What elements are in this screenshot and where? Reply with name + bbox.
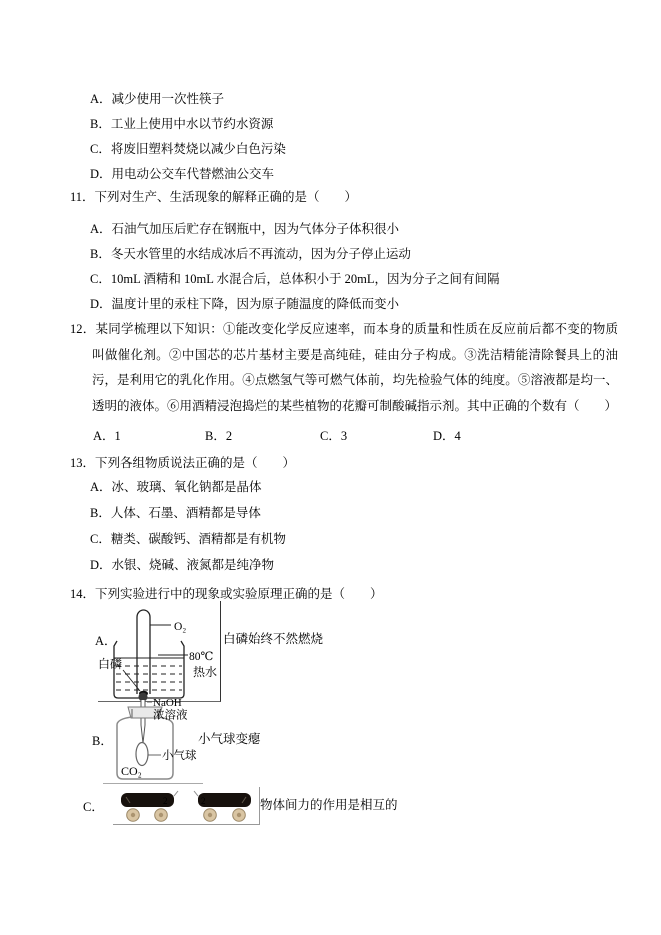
experiment-b-diagram xyxy=(103,691,203,783)
q14-option-c-label: C． xyxy=(83,800,104,814)
option-label: A． xyxy=(90,92,112,106)
q14-option-a-label: A． xyxy=(95,634,117,648)
q14-option-c-result: 物体间力的作用是相互的 xyxy=(260,798,398,812)
q14-stem: 14．下列实验进行中的现象或实验原理正确的是（ ） xyxy=(70,587,383,601)
q14-option-b-figure xyxy=(103,691,203,784)
q12-option-c xyxy=(320,428,347,444)
q13-option-b xyxy=(90,505,261,521)
magnet-car-left-icon xyxy=(121,791,178,821)
q14-option-c-figure xyxy=(113,787,260,825)
q12-option-a xyxy=(93,428,121,444)
option-label: D． xyxy=(433,429,455,443)
option-label: D． xyxy=(90,558,112,572)
option-label: A． xyxy=(90,480,112,494)
q14-option-b-result: 小气球变瘪 xyxy=(198,732,261,746)
q11-option-d xyxy=(90,296,399,312)
water-dashes xyxy=(116,666,182,690)
option-text: 4 xyxy=(454,429,461,443)
option-label: C． xyxy=(90,272,111,286)
dropper-icon xyxy=(141,700,145,743)
hot-water-label: 热水 xyxy=(193,665,218,679)
option-text: 冬天水管里的水结成冰后不再流动，因为分子停止运动 xyxy=(110,247,411,261)
option-label: C． xyxy=(320,429,341,443)
q13-stem: 13．下列各组物质说法正确的是（ ） xyxy=(70,456,296,470)
option-text: 用电动公交车代替燃油公交车 xyxy=(111,167,275,181)
q10-option-a xyxy=(90,91,224,107)
q11-option-c xyxy=(90,271,500,287)
q12-option-b xyxy=(205,428,232,444)
option-label: A． xyxy=(90,222,112,236)
experiment-a-diagram xyxy=(98,601,220,701)
q14-option-b-label: B． xyxy=(92,734,113,748)
option-label: B． xyxy=(90,117,111,131)
q12-stem: 12．某同学梳理以下知识：①能改变化学反应速率，而本身的质量和性质在反应前后都不变的物质叫做催化剂。②中国芯的芯片基材主要是高纯硅，硅由分子构成。③洗洁精能清除餐具上的油污，是利用它的乳化作用。④点燃氢气等可燃气体前，均先检验气体的纯度。⑤溶液都是均一、透明的液体。⑥用酒精浸泡捣烂的某些植物的花瓣可制酸碱指示剂。其中正确的个数有（ ） xyxy=(70,322,618,413)
q11-stem: 11．下列对生产、生活现象的解释正确的是（ ） xyxy=(70,190,358,204)
magnet-cars-photo xyxy=(113,787,259,824)
option-label: B． xyxy=(205,429,226,443)
option-text: 人体、石墨、酒精都是导体 xyxy=(110,506,261,520)
option-text: 10mL 酒精和 10mL 水混合后，总体积小于 20mL，因为分子之间有间隔 xyxy=(110,272,500,286)
q10-option-c xyxy=(90,141,286,157)
option-text: 糖类、碳酸钙、酒精都是有机物 xyxy=(110,532,286,546)
q11-option-a xyxy=(90,221,399,237)
q11-option-b xyxy=(90,246,411,262)
option-text: 1 xyxy=(114,429,121,443)
q13-option-a xyxy=(90,479,262,495)
option-text: 工业上使用中水以节约水资源 xyxy=(110,117,274,131)
option-label: B． xyxy=(90,247,111,261)
balloon-label: 小气球 xyxy=(162,750,197,762)
magnet-car-right-icon xyxy=(194,791,251,821)
test-tube-icon xyxy=(137,610,150,694)
q14-option-a-result: 白磷始终不然燃烧 xyxy=(223,632,324,646)
option-label: D． xyxy=(90,297,112,311)
option-text: 冰、玻璃、氧化钠都是晶体 xyxy=(111,480,262,494)
q13-option-d xyxy=(90,557,274,573)
co2-label: CO₂ xyxy=(121,764,142,778)
q12-option-d xyxy=(433,428,461,444)
q10-option-d xyxy=(90,166,274,182)
option-text: 减少使用一次性筷子 xyxy=(111,92,225,106)
q13-option-c xyxy=(90,531,286,547)
q10-option-b xyxy=(90,116,273,132)
balloon-icon xyxy=(136,743,148,766)
option-text: 温度计里的汞柱下降，因为原子随温度的降低而变小 xyxy=(111,297,400,311)
option-label: D． xyxy=(90,167,112,181)
beaker-icon xyxy=(114,641,184,698)
option-label: C． xyxy=(90,532,111,546)
temp-label: 80℃ xyxy=(189,651,214,663)
option-text: 将废旧塑料焚烧以减少白色污染 xyxy=(110,142,286,156)
option-label: C． xyxy=(90,142,111,156)
car-right-mark: 2 xyxy=(201,796,206,806)
o2-label: O₂ xyxy=(174,621,187,633)
car-left-mark: 2 xyxy=(163,796,168,806)
option-label: A． xyxy=(93,429,115,443)
option-text: 水银、烧碱、液氮都是纯净物 xyxy=(111,558,275,572)
option-label: B． xyxy=(90,506,111,520)
option-text: 3 xyxy=(340,429,348,443)
option-text: 2 xyxy=(225,429,233,443)
q14-option-a-figure xyxy=(98,601,221,702)
solution-label: 浓溶液 xyxy=(153,709,188,722)
white-phosphorus-label: 白磷 xyxy=(98,657,123,671)
naoh-label: NaOH xyxy=(153,697,182,709)
option-text: 石油气加压后贮存在钢瓶中，因为气体分子体积很小 xyxy=(111,222,400,236)
